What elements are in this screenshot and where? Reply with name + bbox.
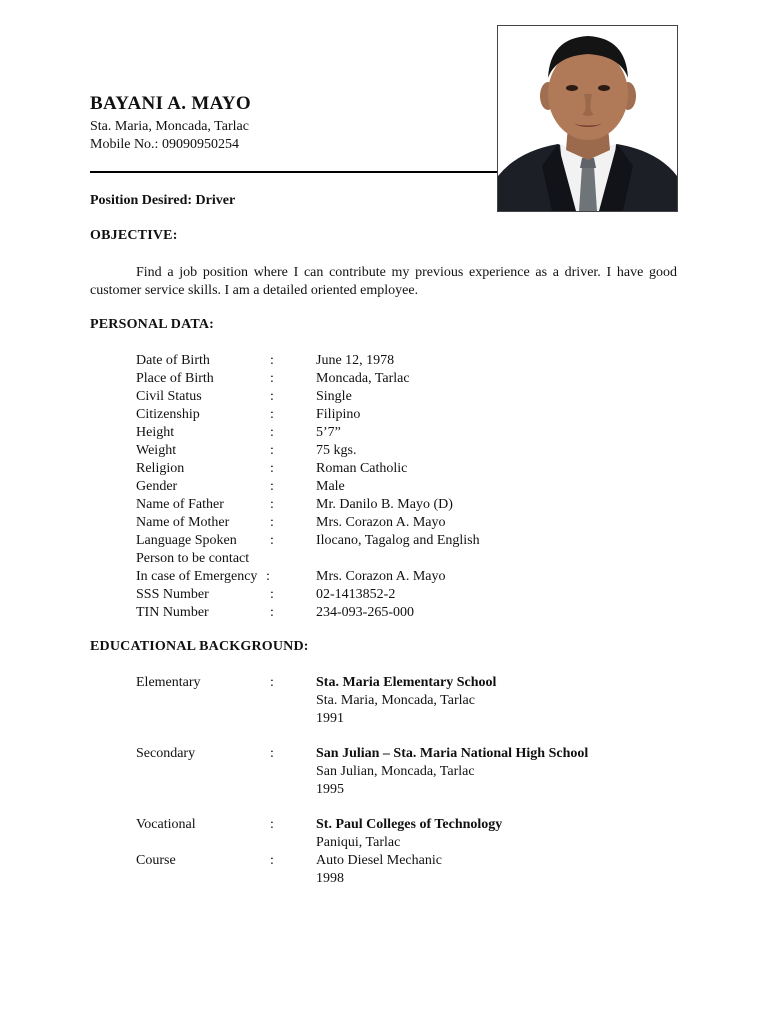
objective-text: Find a job position where I can contribute my previous experience as a driver. I have good customer service skills. I am a detailed oriented employee. — [90, 265, 677, 298]
row-colon: : — [270, 407, 274, 422]
personal-data-heading: PERSONAL DATA: — [90, 317, 215, 332]
row-colon: : — [270, 817, 274, 832]
row-colon: : — [270, 425, 274, 440]
course-year: 1998 — [316, 871, 344, 886]
portrait-illustration — [498, 26, 677, 211]
row-colon: : — [270, 605, 274, 620]
row-colon: : — [270, 497, 274, 512]
row-label: TIN Number — [136, 605, 209, 620]
mobile-number: Mobile No.: 09090950254 — [90, 137, 239, 152]
row-colon: : — [270, 389, 274, 404]
row-colon: : — [270, 371, 274, 386]
elementary-year: 1991 — [316, 711, 344, 726]
row-label: Weight — [136, 443, 177, 458]
vocational-place: Paniqui, Tarlac — [316, 835, 401, 850]
row-label: Vocational — [136, 817, 196, 832]
row-label: Language Spoken — [136, 533, 237, 548]
row-colon: : — [270, 533, 274, 548]
row-label: Religion — [136, 461, 185, 476]
row-label: Elementary — [136, 675, 201, 690]
applicant-photo — [497, 25, 678, 212]
row-label: Gender — [136, 479, 178, 494]
row-label: Place of Birth — [136, 371, 214, 386]
row-label: Name of Father — [136, 497, 224, 512]
elementary-place: Sta. Maria, Moncada, Tarlac — [316, 693, 475, 708]
row-value: Mrs. Corazon A. Mayo — [316, 569, 446, 584]
education-heading: EDUCATIONAL BACKGROUND: — [90, 639, 309, 654]
row-colon: : — [270, 461, 274, 476]
row-value: Ilocano, Tagalog and English — [316, 533, 480, 548]
row-label: Date of Birth — [136, 353, 210, 368]
row-value: Mr. Danilo B. Mayo (D) — [316, 497, 453, 512]
row-colon: : — [270, 746, 274, 761]
position-desired: Position Desired: Driver — [90, 193, 236, 208]
row-value: Filipino — [316, 407, 361, 422]
row-label: Height — [136, 425, 175, 440]
row-value: 5’7” — [316, 425, 341, 440]
row-colon: : — [270, 443, 274, 458]
row-value: 75 kgs. — [316, 443, 357, 458]
row-colon: : — [270, 853, 274, 868]
vocational-school: St. Paul Colleges of Technology — [316, 817, 503, 832]
row-value: Mrs. Corazon A. Mayo — [316, 515, 446, 530]
row-label: Secondary — [136, 746, 196, 761]
row-colon: : — [270, 587, 274, 602]
row-label: Citizenship — [136, 407, 200, 422]
row-label: Civil Status — [136, 389, 202, 404]
row-label: In case of Emergency — [136, 569, 258, 584]
secondary-year: 1995 — [316, 782, 344, 797]
row-colon: : — [270, 515, 274, 530]
row-label: Person to be contact — [136, 551, 250, 566]
row-value: Single — [316, 389, 352, 404]
objective-heading: OBJECTIVE: — [90, 228, 178, 243]
row-value: June 12, 1978 — [316, 353, 395, 368]
row-colon: : — [270, 353, 274, 368]
row-value: Moncada, Tarlac — [316, 371, 410, 386]
row-label: Name of Mother — [136, 515, 230, 530]
row-value: Roman Catholic — [316, 461, 408, 476]
row-colon: : — [270, 675, 274, 690]
secondary-school: San Julian – Sta. Maria National High School — [316, 746, 589, 761]
row-value: 02-1413852-2 — [316, 587, 396, 602]
row-colon: : — [270, 479, 274, 494]
row-label: SSS Number — [136, 587, 209, 602]
applicant-name: BAYANI A. MAYO — [90, 93, 251, 114]
secondary-place: San Julian, Moncada, Tarlac — [316, 764, 475, 779]
header-divider — [90, 171, 498, 173]
row-colon: : — [266, 569, 270, 584]
row-label: Course — [136, 853, 176, 868]
contact-block — [90, 118, 249, 154]
row-value: 234-093-265-000 — [316, 605, 414, 620]
elementary-school: Sta. Maria Elementary School — [316, 675, 497, 690]
course-name: Auto Diesel Mechanic — [316, 853, 442, 868]
row-value: Male — [316, 479, 345, 494]
address: Sta. Maria, Moncada, Tarlac — [90, 119, 249, 134]
